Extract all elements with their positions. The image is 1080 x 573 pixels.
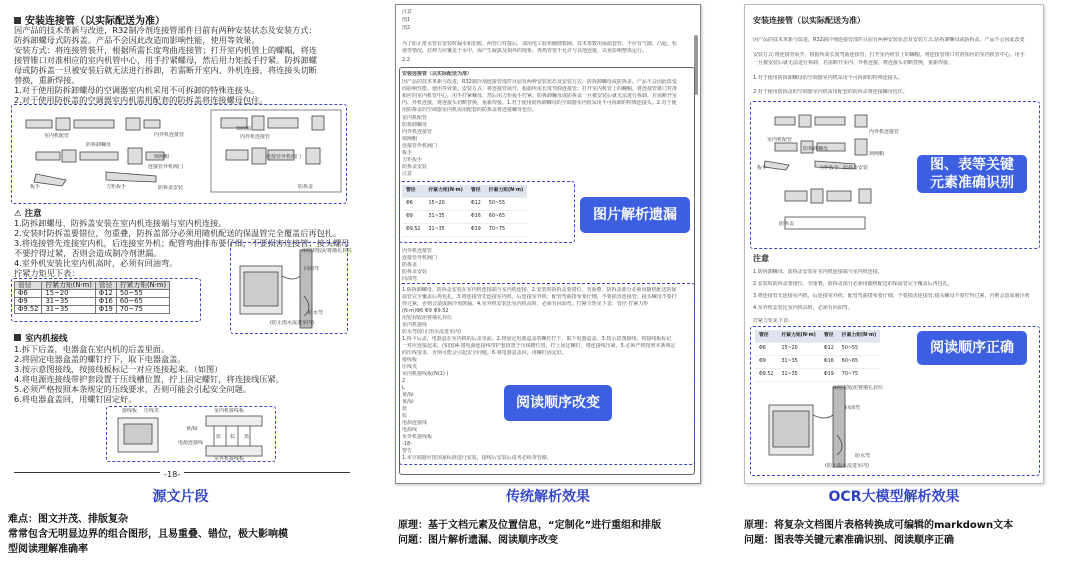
callout-image-missing: 图片解析遗漏 (580, 197, 690, 233)
wiring-label: 压线夹 (144, 408, 160, 414)
parsed-line: 图2 (402, 25, 411, 31)
parsed-line: 1.防拆卸螺母、防拆盖安装在室内机连接端与室内机连接。2.安装时防拆盖要错位，勿重叠，防拆盖部分必须用随机配送的保 (402, 287, 677, 293)
diagram-label: 连接管外机阀门 (148, 164, 184, 170)
callout-reading-order-changed: 阅读顺序改变 (504, 385, 612, 421)
note-line: 3.将连接管先连接室内机，后连接室外机；配管弯曲排布要仔细，不要损害连接管；接头螺母 (14, 238, 350, 248)
note-line: 1.防拆卸螺母、防拆盖安装在室内机连接端与室内机连接。 (753, 269, 883, 275)
diagram-label: 连接管外机阀门 (266, 154, 302, 160)
caption-traditional: 传统解析效果 (506, 489, 590, 505)
diagram-label: 防拆盖 (779, 221, 795, 227)
parsed-line: 注意 (402, 171, 413, 177)
diagram-label: 防拆卸螺母 (803, 146, 829, 152)
parsed-torque-table (402, 185, 527, 237)
body-line: 1.对于使用防拆卸螺母的空调器室内机采用不可拆卸的特殊连接头。 (14, 85, 260, 95)
parsed-line: 电源连接线 (402, 420, 428, 426)
section-marker-icon (14, 17, 21, 24)
table-row (15, 290, 170, 298)
parsed-line: 2.2 (402, 57, 410, 63)
table-row (755, 356, 880, 369)
caption-source: 源文片段 (152, 489, 209, 505)
parsed-line: 的压线要求，否则可能会引起安全问题。6.将电器盒盖回，用螺钉固定好。 (402, 350, 567, 356)
wiring-line: 6.将电器盒盖回，用螺钉固定好。 (14, 394, 137, 404)
parsed-line: 连接管外机阀门 (402, 143, 438, 149)
parsed-line: 室内机接线板(N(1) ) (402, 371, 449, 377)
table-cell: Φ9.52 (755, 369, 777, 382)
parsed-line: 压线夹 (402, 364, 418, 370)
body-line: 母或防拆盖一旦被安装后就无法进行拆卸，若需断开室内、外机连接，将连接头切断 (14, 65, 317, 75)
table-header-cell: 管径 (467, 185, 485, 198)
caption-ocr-llm: OCR大模型解析效果 (828, 489, 960, 505)
unit-label: (防止雨水流进室内) (270, 320, 314, 326)
table-cell: Φ6 (15, 290, 42, 298)
parsed-line: 温管完全覆盖后再包扎。3.将连接管先连接室内机，后连接室外机；配管弯曲排布要仔细，不要损害连接管；接头螺母不要拧 (402, 294, 677, 300)
parsed-line: 黄/绿 (402, 392, 414, 398)
traditional-parse-panel (395, 4, 701, 484)
unit-label: 防水弯 (855, 453, 871, 459)
table-cell: Φ9.52 (402, 224, 424, 237)
table-header-cell: 管径 (15, 282, 42, 290)
parsed-line: 警告 (402, 448, 413, 454)
diagram-label: 内外机连接管 (154, 132, 185, 138)
diagram-label: 内外机连接管 (869, 129, 900, 135)
parsed-line: 内外机连接管 (402, 129, 433, 135)
parsed-line: 弛等情况，拉伸力应覆盖于水中，保产生凝露及损坏的现象。再热管要不允许与其他连接，以免影响整体运行。 (402, 48, 648, 54)
wiring-label: 黄/绿 (186, 426, 198, 432)
table-header-cell: 管径 (820, 330, 838, 343)
unit-label: 用密封胶泥将墙孔封住 (302, 248, 353, 254)
table-cell: 70~75 (116, 306, 169, 314)
note-ocr-llm (744, 518, 1074, 548)
wiring-label: 接线板 (122, 408, 138, 414)
callout-key-elements-recognized (917, 155, 1027, 193)
table-cell: Φ16 (467, 211, 485, 224)
table-cell: 31~35 (424, 224, 466, 237)
table-cell: 60~65 (485, 211, 527, 224)
parsed-line: 防水弯(防止雨水流进室内) (402, 329, 461, 335)
body-line: 接管锥口对准相应的室内机管中心，用手拧紧螺母，然后用力矩扳手拧紧。防拆卸螺 (14, 55, 317, 65)
note-line: 不要拧得过紧，否则会造成制冷剂泄漏。 (14, 248, 162, 258)
table-cell: Φ12 (467, 198, 485, 211)
parsed-line: 1.本空调器应按国家标准进行安装，接线后安装后请务必检查管路。 (402, 455, 552, 461)
note-line: 型阅读理解准确率 (8, 544, 88, 555)
table-cell: Φ6 (755, 343, 777, 356)
table-cell: 50~55 (485, 198, 527, 211)
parsed-line: 1.对于使用防拆卸螺母的空调器室内机采用不可拆卸的特殊连接头。 (753, 75, 903, 81)
table-row (15, 306, 170, 314)
diagram-label: 力矩扳手 (106, 184, 127, 190)
note-line: 原理：将复杂文档图片表格转换成可编辑的markdown文本 (744, 520, 1014, 531)
table-header-cell: 拧紧力矩(N·m) (485, 185, 527, 198)
unit-label: 用密封胶泥将墙孔封住 (833, 385, 884, 391)
diagram-label: 防拆盖安装 (158, 185, 184, 191)
parsed-line: 棕 (402, 413, 408, 419)
body-line: 安装方式：将连接管装开，根据所需长度弯曲连接管；打开室内机管上的螺帽，将连 (14, 45, 317, 55)
parsed-line: 内外机连接管 (402, 248, 433, 254)
diagram-label: 室内机配管 (44, 133, 70, 139)
parsed-line: L (402, 385, 405, 391)
table-cell: 50~55 (838, 343, 880, 356)
parsed-line: 接线板 (402, 357, 418, 363)
unit-label: 防水弯 (308, 310, 324, 316)
note-line: 问题：图片解析遗漏、阅读顺序改变 (398, 535, 558, 546)
table-cell: Φ19 (820, 369, 838, 382)
note-line: 拧紧力矩见下表： (14, 268, 80, 278)
wiring-line: 4.将电源连接线带护套段置于压线槽位置，拧上固定螺钉，将连接线压紧。 (14, 374, 284, 384)
diagram-label: 锁阀帽 (154, 154, 170, 160)
table-cell: Φ16 (820, 356, 838, 369)
parsed-line: 因产品的技术革新与改进，R32制冷剂连接管部件目前有两种安装状态及安装方式：防拆卸螺母或防拆盖。产品不会因此改变 (402, 79, 677, 85)
table-cell: Φ12 (820, 343, 838, 356)
parsed-line: 得过紧，否则会造成制冷剂泄漏。4.室外机安装比室内机高时，必须有回油弯。拧紧力矩见下表：管径 拧紧力矩 (402, 301, 649, 307)
callout-reading-order-correct: 阅读顺序正确 (917, 331, 1027, 365)
table-header-row (15, 282, 170, 290)
parsed-line: 图1 (402, 17, 411, 23)
note-traditional (398, 518, 738, 548)
diagram-label: 防拆盖 (298, 184, 314, 190)
table-header-cell: 拧紧力矩(N·m) (424, 185, 466, 198)
parsed-line: (N·m)Φ6 Φ9 Φ9.52 (402, 308, 449, 314)
note-line: 3.将连接管先连接室内机，后连接室外机；配管弯曲排布要仔细，不要损害连接管;接头螺母不要拧得过紧，否则会造成制冷剂 (753, 293, 1030, 299)
wiring-title-text: 室内机接线 (25, 334, 68, 344)
table-cell: 70~75 (838, 369, 880, 382)
body-line: 防拆卸螺母式防拆盖。产品不会因此改造而影响性能，使用等效果。 (14, 35, 260, 45)
table-header-cell: 拧紧力矩(N·m) (116, 282, 169, 290)
wiring-label: 棕 (230, 434, 236, 440)
wiring-line: 1.拆下后盖，电器盒在室内机的后盖里面。 (14, 344, 170, 354)
parsed-line: 用密封胶泥将墙孔封住 (402, 315, 453, 321)
table-cell: Φ12 (95, 290, 116, 298)
table-cell: 31~35 (42, 298, 95, 306)
note-line: 问题：图表等关键元素准确识别、阅读顺序正确 (744, 535, 954, 546)
table-header-row (402, 185, 527, 198)
diagram-label: 防拆盖安装 (843, 165, 869, 171)
diagram-label: 板手 (30, 184, 41, 190)
table-cell: 70~75 (485, 224, 527, 237)
note-title-text: 注意 (24, 209, 42, 219)
note-line: 1.防拆卸螺母、防拆盖安装在室内机连接端与室内机连接。 (14, 218, 227, 228)
note-line: 原理：基于文档元素及位置信息，“定制化”进行重组和排版 (398, 520, 662, 531)
table-header-cell: 管径 (755, 330, 777, 343)
note-line: 难点：图文并茂、排版复杂 (8, 514, 128, 525)
table-row (402, 211, 527, 224)
parsed-line: 电源线 (402, 427, 418, 433)
ocr-pipe-diagram (755, 105, 905, 245)
parsed-line: 室内机配管 (402, 115, 428, 121)
ocr-llm-parse-panel (744, 4, 1044, 484)
page-number: -18- (160, 469, 184, 479)
parsed-line: 蓝 (402, 406, 408, 412)
table-cell: Φ9 (755, 356, 777, 369)
note-line: 常常包含无明显边界的组合图形，且易重叠、错位，极大影响模 (8, 529, 288, 540)
diagram-label: 力矩扳手 (819, 165, 840, 171)
wiring-label: 电源连接线 (178, 440, 204, 446)
parsed-line: 防拆盖安装 (402, 164, 428, 170)
note-line: 4.室外机安装比室内机高时，必须有回油弯。 (753, 305, 853, 311)
outdoor-unit-illustration (234, 246, 344, 330)
parsed-line: 2 (402, 378, 406, 384)
diagram-label: 锁阀帽 (869, 151, 885, 157)
table-row (402, 224, 527, 237)
wiring-title (14, 332, 68, 344)
table-cell: Φ19 (467, 224, 485, 237)
table-cell: 31~35 (42, 306, 95, 314)
parsed-line: 板手 (402, 150, 413, 156)
parsed-line: 回油弯 (402, 276, 418, 282)
wiring-line: 5.必须严格按照本条规定的压线要求，否则可能会引起安全问题。 (14, 384, 252, 394)
wiring-diagram (110, 408, 274, 460)
unit-label: 回油弯 (845, 405, 861, 411)
table-header-cell: 拧紧力矩(N·m) (838, 330, 880, 343)
wiring-label: 室内机接线板 (214, 408, 245, 414)
parsed-line: 而影响性能、使用等效果。安装方式：将连接管展开，根据所需长度弯曲连接管；打开室内机管上的螺帽，将连接管锥口对准 (402, 86, 678, 92)
parsed-line: 相应的室内机管中心，用手拧紧螺母，然后用力矩扳手拧紧。防拆卸螺母或防拆盖一旦被安装后就无法进行拆卸，若需断开室 (402, 93, 678, 99)
wiring-label: 室外机接线板 (214, 456, 245, 462)
parsed-line: 防拆盖 (402, 262, 418, 268)
diagram-label: 防拆卸螺母 (86, 142, 112, 148)
table-header-cell: 管径 (402, 185, 424, 198)
table-cell: Φ9.52 (15, 306, 42, 314)
parsed-line: 防拆卸螺母 (402, 122, 428, 128)
parsed-line: 黄/绿 (402, 399, 414, 405)
note-title: 注意 (753, 254, 769, 263)
parsed-line: 室外机接线板 (402, 434, 433, 440)
parsed-section-title: 安装连接管（以实际配送为准） (753, 16, 865, 25)
note-line: 拧紧力矩见下表: (753, 318, 790, 324)
callout-line: 图、表等关键 (930, 157, 1014, 173)
parsed-line: 为了防止排水管在安装时漏水和松脱，两管口对接后，请用电工胶布缠绕数圈。技术参数用保温套管，不应有气隙、凸起、松 (402, 41, 678, 47)
wiring-label: 黑 (244, 434, 250, 440)
body-line: 替换，重新焊接。 (14, 75, 80, 85)
table-header-row (755, 330, 880, 343)
parsed-line: 防拆盖安装 (402, 269, 428, 275)
section-title-text: 安装连接管（以实际配送为准） (25, 16, 165, 27)
unit-label: (防止雨水流进室内) (825, 463, 869, 469)
section-marker-icon (14, 334, 21, 341)
parsed-line: 一旦被安装后就无法进行拆卸，若需断开室内、外机连接，将连接头切断替换，重新焊接。 (753, 60, 954, 66)
parsed-line: 锁阀帽 (402, 136, 418, 142)
table-row (402, 198, 527, 211)
unit-label: 回油弯 (304, 266, 320, 272)
table-cell: Φ19 (95, 306, 116, 314)
note-line: 2.安装时防拆盖要错位，勿重叠，防拆盖部分必须用随机配送的保温管完全覆盖后再包扎。 (14, 228, 342, 238)
callout-line: 元素准确识别 (930, 175, 1014, 191)
note-line: 2.安装时防拆盖要错位，勿重叠，防拆盖部分必须用随机配送的保温管完全覆盖后再包扎。 (753, 281, 953, 287)
note-source (8, 512, 378, 557)
parsed-line: 1.拆下后盖，电器盒在室内机的后盖里面。2.将固定电器盒盖的螺钉拧下，取下电器盒盖。3.按示意图接线，按接线板标记 (402, 336, 672, 342)
parsed-section-title: 安装连接管（以实际配送为准） (402, 71, 473, 77)
parsed-line: 用防拆盖的空调器室内机需用配套的防拆盖将连接螺母包住。 (402, 107, 538, 113)
source-document-panel (8, 4, 353, 484)
table-cell: 15~20 (777, 343, 819, 356)
table-cell: 50~55 (116, 290, 169, 298)
body-line: 因产品的技术革新与改进，R32制冷剂连接管部件目前有两种安装状态及安装方式： (14, 25, 317, 35)
parsed-line: 室内机接线 (402, 322, 428, 328)
diagram-label: 板手 (757, 165, 768, 171)
parsed-line: 因产品的技术革新与改进，R32制冷剂连接管部件目前有两种安装状态及安装方式:防拆卸螺母或防拆盖。产品不会因此改变 (753, 37, 1025, 43)
body-line: 2.对于使用防拆盖的空调器室内机需用配套的防拆盖将连接螺母包住。 (14, 95, 268, 105)
parsed-line: 注意 (402, 9, 413, 15)
wiring-label: 蓝 (216, 434, 222, 440)
table-cell: Φ9 (15, 298, 42, 306)
parsed-line: 连接管外机阀门 (402, 255, 438, 261)
table-cell: 31~35 (424, 211, 466, 224)
parsed-line: 力矩扳手 (402, 157, 423, 163)
table-header-cell: 拧紧力矩(N·m) (42, 282, 95, 290)
parsed-line: 一对应连接起来。(如图)4.将电源连接线带护套段置于压线槽位置，拧上固定螺钉，将连接线压紧。5.必须严格按照本条规定 (402, 343, 676, 349)
warning-icon: ⚠ (14, 209, 22, 219)
diagram-label: 室内机配管 (767, 137, 793, 143)
diagram-label: 内外机连接管 (240, 134, 271, 140)
ocr-torque-table (755, 330, 880, 382)
parsed-line: -18- (402, 441, 412, 447)
table-cell: 15~20 (42, 290, 95, 298)
table-header-cell: 拧紧力矩(N·m) (777, 330, 819, 343)
table-cell: 31~35 (777, 369, 819, 382)
parsed-line: 内、外机连接，将连接头切断替换，重新焊接。1.对于使用防拆卸螺母的空调器室内机采用不可拆卸的特殊连接头。2.对于使 (402, 100, 677, 106)
diagram-label: 锁阀帽 (236, 126, 252, 132)
note-line: 4.室外机安装比室内机高时，必须有回油弯。 (14, 258, 178, 268)
table-cell: 31~35 (777, 356, 819, 369)
table-header-cell: 管径 (95, 282, 116, 290)
parsed-line: 2.对于使用防拆盖的空调器室内机需用配套的防拆盖将连接螺母包住。 (753, 89, 908, 95)
torque-table (14, 281, 170, 314)
wiring-line: 3.按示意图接线，按接线板标记一对应连接起来。（如图） (14, 364, 223, 374)
table-cell: Φ6 (402, 198, 424, 211)
table-row (755, 369, 880, 382)
wiring-line: 2.将固定电器盒盖的螺钉拧下，取下电器盒盖。 (14, 354, 186, 364)
table-cell: Φ9 (402, 211, 424, 224)
table-cell: 60~65 (838, 356, 880, 369)
table-cell: 60~65 (116, 298, 169, 306)
table-cell: Φ16 (95, 298, 116, 306)
table-cell: 15~20 (424, 198, 466, 211)
table-row (755, 343, 880, 356)
parsed-line: 安装方式:将连接管展开，根据所需长度弯曲连接管，打开室内机管上的螺帽，将连接管锥口对准相应的室内机管中心，用手 (753, 52, 1025, 58)
